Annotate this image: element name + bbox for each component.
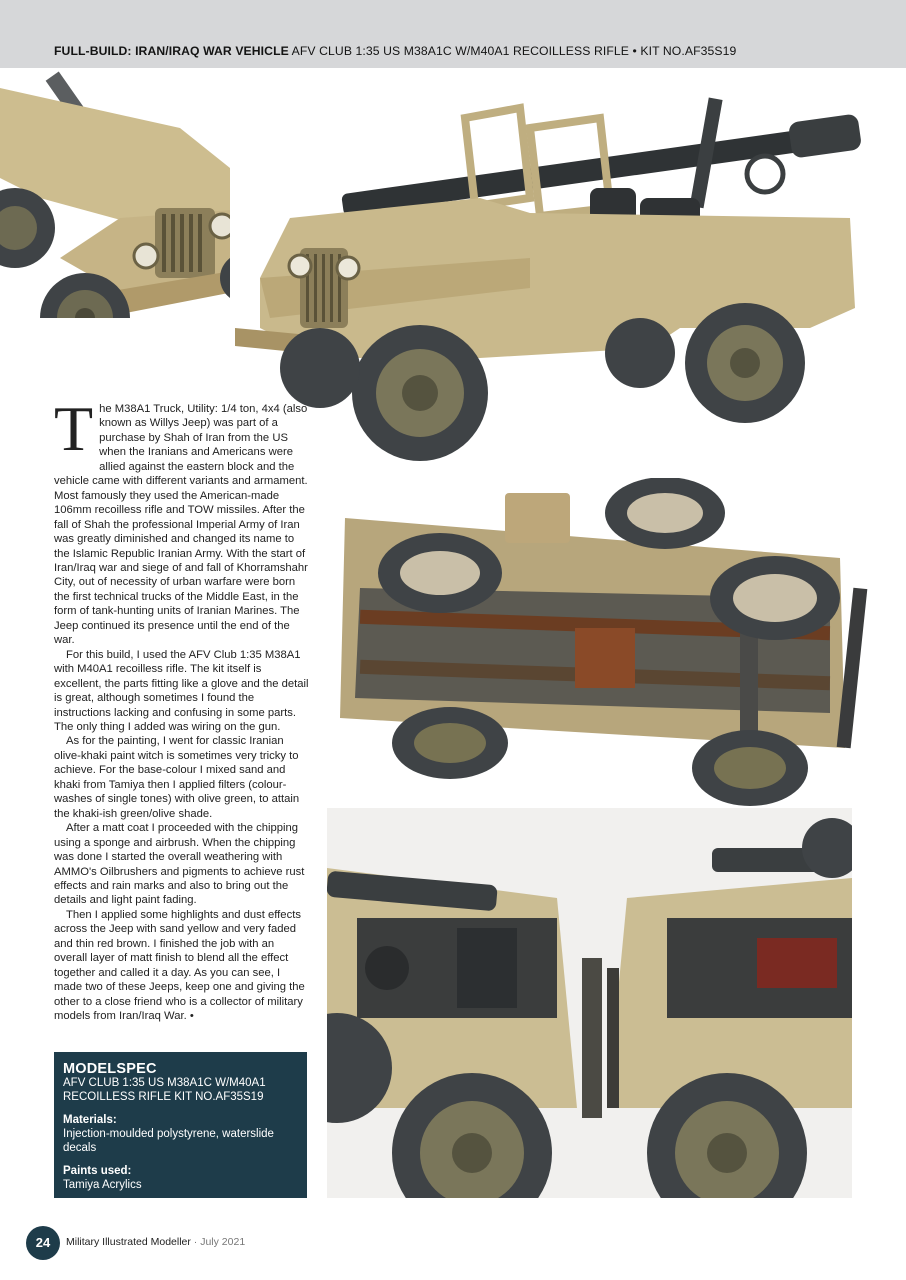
modelspec-materials: [63, 1113, 298, 1155]
photo-jeep-engines: [327, 808, 852, 1198]
article-paragraph-2: For this build, I used the AFV Club 1:35 M38A1 with M40A1 recoilless rifle. The kit itself is excellent, the parts fitting like a glove and the detail is great, although sometimes I found the instructions lacking and confusing in some parts. The only thing I added was wiring on the gun.: [54, 648, 309, 733]
magazine-name: Military Illustrated Modeller: [66, 1236, 191, 1248]
article-paragraph-4: After a matt coat I proceeded with the chipping using a sponge and airbrush. When the chipping was done I started the overall weathering with AMMO's Oilbrushers and pigments to achieve rust effects and rain marks and also to bring out the details and light paint fading.: [54, 822, 305, 907]
page-number: 24: [26, 1226, 60, 1260]
modelspec-paints: [63, 1164, 298, 1192]
photo-jeep-underside: [300, 478, 880, 828]
modelspec-subtitle: AFV CLUB 1:35 US M38A1C W/M40A1 RECOILLESS RIFLE KIT NO.AF35S19: [63, 1077, 266, 1103]
header-title: [54, 44, 736, 58]
page-header: [0, 0, 906, 68]
paints-value: Tamiya Acrylics: [63, 1179, 142, 1191]
materials-value: Injection-moulded polystyrene, waterslide decals: [63, 1128, 274, 1154]
photo-jeep-side: [230, 88, 900, 478]
article-paragraph-5: Then I applied some highlights and dust effects across the Jeep with sand yellow and very faded and thin red brown. I finished the job with an overall layer of matt finish to blend all the effect together and called it a day. As you can see, I made two of these Jeeps, keep one and giving the other to a close friend who is a collector of military models from Iran/Iraq War. •: [54, 908, 305, 1023]
modelspec-title: MODELSPEC: [63, 1061, 157, 1077]
article-paragraph-1: [54, 393, 309, 648]
article-body: [54, 393, 309, 1023]
header-title-bold: FULL-BUILD: IRAN/IRAQ WAR VEHICLE: [54, 44, 289, 58]
footer-magazine: [66, 1236, 245, 1248]
materials-label: Materials:: [63, 1114, 117, 1126]
paints-label: Paints used:: [63, 1165, 132, 1177]
drop-cap: T: [54, 393, 94, 464]
article-paragraph-3: As for the painting, I went for classic Iranian olive-khaki paint witch is sometimes very tricky to achieve. For the base-colour I mixed sand and khaki from Tamiya then I applied filters (colour-washes of single tones) with olive green, to attain the khaki-ish green/olive shade.: [54, 735, 300, 820]
article-paragraph-1-text: he M38A1 Truck, Utility: 1/4 ton, 4x4 (also known as Willys Jeep) was part of a purchase by Shah of Iran from the US when the Iranians and Americans were allied against the eastern block and the vehicle came with different variants and armament. Most famously they used the American-made 106mm recoilless rifle and TOW missiles. After the fall of Shah the professional Imperial Army of Iran was greatly diminished and changed its name to the Islamic Republic Iranian Army. With the start of Iran/Iraq war and siege of and fall of Khorramshahr City, out of necessity of urban warfare were born the first technical trucks of the Middle East, in the form of tank-hunting units of Iranian Marines. The Jeep continued its presence until the end of the war.: [54, 403, 308, 647]
modelspec-box: [54, 1052, 307, 1198]
header-title-rest: AFV CLUB 1:35 US M38A1C W/M40A1 RECOILLESS RIFLE • KIT NO.AF35S19: [288, 44, 737, 58]
issue-date: · July 2021: [190, 1236, 246, 1248]
